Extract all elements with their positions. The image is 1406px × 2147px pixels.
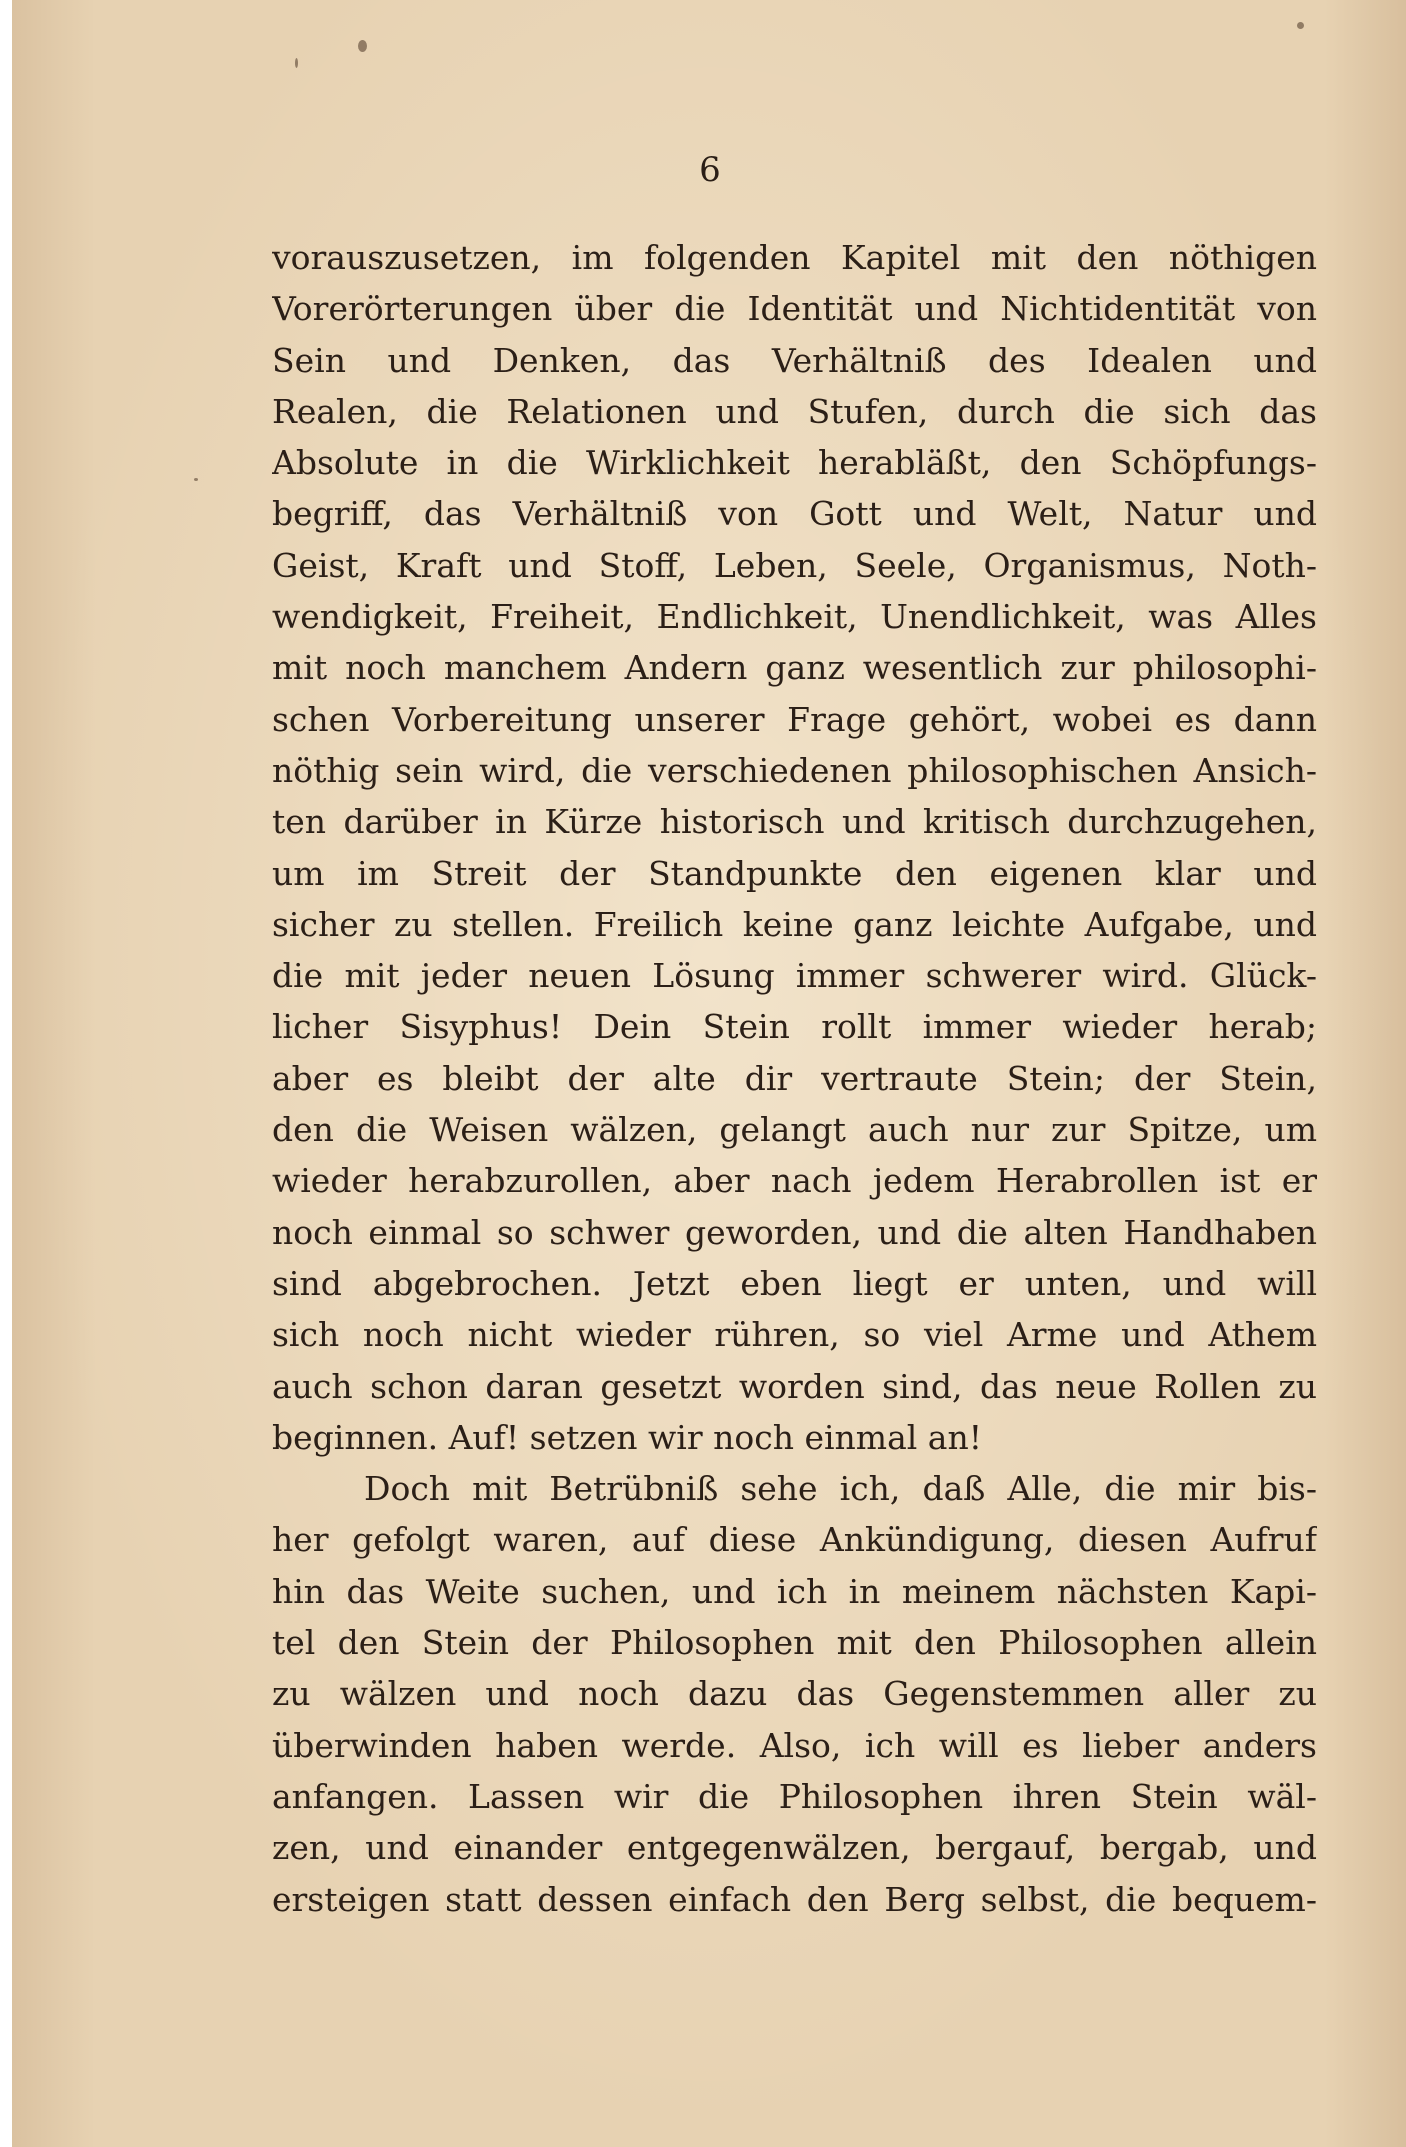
ink-speck <box>1297 22 1304 29</box>
text-line: Sein und Denken, das Verhältniß des Idealen und <box>272 340 1317 380</box>
text-line: Vorerörterungen über die Identität und Nichtidentität von <box>272 289 1317 329</box>
text-line: noch einmal so schwer geworden, und die alten Handhaben <box>272 1212 1317 1252</box>
text-line: anfangen. Lassen wir die Philosophen ihren Stein wäl- <box>272 1776 1317 1816</box>
text-line: wendigkeit, Freiheit, Endlichkeit, Unendlichkeit, was Alles <box>272 597 1317 637</box>
page-number: 6 <box>699 150 721 190</box>
text-line: mit noch manchem Andern ganz wesentlich zur philosophi- <box>272 648 1317 688</box>
ink-speck <box>358 40 367 52</box>
text-line: schen Vorbereitung unserer Frage gehört, wobei es dann <box>272 699 1317 739</box>
text-line: zen, und einander entgegenwälzen, bergauf, bergab, und <box>272 1828 1317 1868</box>
text-line: auch schon daran gesetzt worden sind, das neue Rollen zu <box>272 1366 1317 1406</box>
text-line: begriff, das Verhältniß von Gott und Welt, Natur und <box>272 494 1317 534</box>
text-line: die mit jeder neuen Lösung immer schwerer wird. Glück- <box>272 956 1317 996</box>
text-line: vorauszusetzen, im folgenden Kapitel mit den nöthigen <box>272 238 1317 277</box>
text-line: aber es bleibt der alte dir vertraute Stein; der Stein, <box>272 1058 1317 1098</box>
text-line: sich noch nicht wieder rühren, so viel Arme und Athem <box>272 1315 1317 1355</box>
text-line: den die Weisen wälzen, gelangt auch nur zur Spitze, um <box>272 1110 1317 1150</box>
text-line: Geist, Kraft und Stoff, Leben, Seele, Organismus, Noth- <box>272 545 1317 585</box>
text-line: ersteigen statt dessen einfach den Berg selbst, die bequem- <box>272 1879 1317 1919</box>
text-line: ten darüber in Kürze historisch und kritisch durchzugehen, <box>272 802 1317 842</box>
body-text <box>272 232 1317 1925</box>
text-line: um im Streit der Standpunkte den eigenen klar und <box>272 853 1317 893</box>
text-line: wieder herabzurollen, aber nach jedem Herabrollen ist er <box>272 1161 1317 1201</box>
text-line: sicher zu stellen. Freilich keine ganz leichte Aufgabe, und <box>272 904 1317 944</box>
paragraph-end-line: beginnen. Auf! setzen wir noch einmal an! <box>272 1417 982 1457</box>
text-line: licher Sisyphus! Dein Stein rollt immer wieder herab; <box>272 1007 1317 1047</box>
ink-speck <box>295 58 298 68</box>
book-page <box>12 0 1406 2147</box>
text-line: nöthig sein wird, die verschiedenen philosophischen Ansich- <box>272 750 1317 790</box>
text-line: überwinden haben werde. Also, ich will es lieber anders <box>272 1725 1317 1765</box>
text-line: Absolute in die Wirklichkeit herabläßt, den Schöpfungs- <box>272 443 1317 483</box>
paragraph-start-line: Doch mit Betrübniß sehe ich, daß Alle, die mir bis- <box>364 1469 1317 1509</box>
text-line: her gefolgt waren, auf diese Ankündigung, diesen Aufruf <box>272 1520 1317 1560</box>
text-line: tel den Stein der Philosophen mit den Philosophen allein <box>272 1623 1317 1663</box>
ink-speck <box>194 478 198 481</box>
text-line: hin das Weite suchen, und ich in meinem nächsten Kapi- <box>272 1571 1317 1611</box>
text-line: Realen, die Relationen und Stufen, durch die sich das <box>272 391 1317 431</box>
text-line: zu wälzen und noch dazu das Gegenstemmen aller zu <box>272 1674 1317 1714</box>
text-line: sind abgebrochen. Jetzt eben liegt er unten, und will <box>272 1263 1317 1303</box>
